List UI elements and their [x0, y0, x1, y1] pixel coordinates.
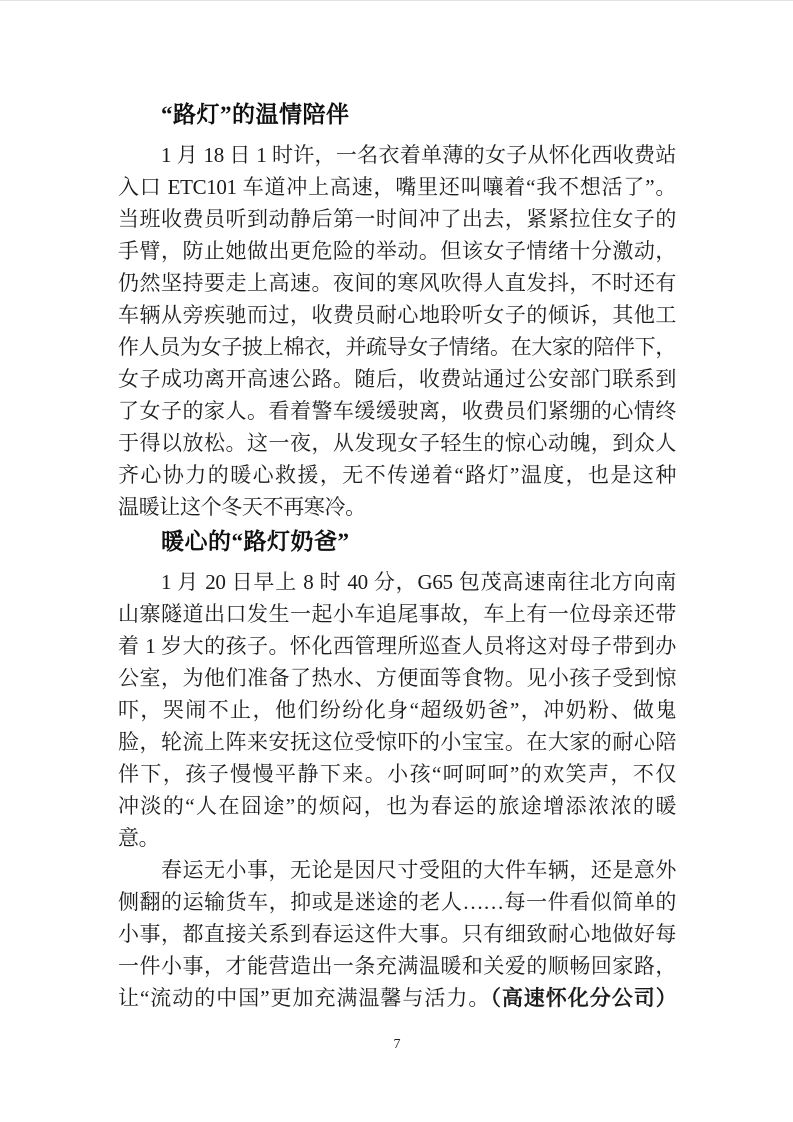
document-body — [118, 99, 676, 1014]
text-line: 当班收费员听到动静后第一时间冲了出去，紧紧拉住女子的 — [118, 207, 676, 231]
paragraph — [118, 854, 676, 1014]
text-line: 1 月 18 日 1 时许，一名衣着单薄的女子从怀化西收费站 — [161, 143, 676, 167]
text-line: 了女子的家人。看着警车缓缓驶离，收费员们紧绷的心情终 — [118, 399, 676, 423]
text-line: 齐心协力的暖心救援，无不传递着“路灯”温度，也是这种 — [118, 463, 676, 487]
text-line: 着 1 岁大的孩子。怀化西管理所巡查人员将这对母子带到办 — [118, 634, 676, 658]
paragraph — [118, 566, 676, 854]
text-line: 车辆从旁疾驰而过，收费员耐心地聆听女子的倾诉，其他工 — [118, 303, 676, 327]
text-line: 伴下，孩子慢慢平静下来。小孩“呵呵呵”的欢笑声，不仅 — [118, 762, 676, 786]
text-line: 春运无小事，无论是因尺寸受阻的大件车辆，还是意外 — [161, 858, 676, 882]
text-line: 小事，都直接关系到春运这件大事。只有细致耐心地做好每 — [118, 922, 676, 946]
text-line: 1 月 20 日早上 8 时 40 分，G65 包茂高速南往北方向南 — [161, 570, 676, 594]
section-heading: 暖心的“路灯奶爸” — [161, 529, 350, 554]
text-line: 于得以放松。这一夜，从发现女子轻生的惊心动魄，到众人 — [118, 431, 676, 455]
attribution: （高速怀化分公司） — [490, 986, 677, 1010]
text-line: 温暖让这个冬天不再寒冷。 — [118, 495, 366, 519]
text-line: 一件小事，才能营造出一条充满温暖和关爱的顺畅回家路， — [118, 954, 676, 978]
text-line: 公室，为他们准备了热水、方便面等食物。见小孩子受到惊 — [118, 666, 676, 690]
paragraph — [118, 139, 676, 523]
section-heading: “路灯”的温情陪伴 — [161, 102, 350, 127]
text-line: 侧翻的运输货车，抑或是迷途的老人……每一件看似简单的 — [118, 890, 676, 914]
text-line: 脸，轮流上阵来安抚这位受惊吓的小宝宝。在大家的耐心陪 — [118, 730, 676, 754]
text-line: 冲淡的“人在囧途”的烦闷，也为春运的旅途增添浓浓的暖 — [118, 794, 676, 818]
text-line: 仍然坚持要走上高速。夜间的寒风吹得人直发抖，不时还有 — [118, 271, 676, 295]
text-line: 入口 ETC101 车道冲上高速，嘴里还叫嚷着“我不想活了”。 — [118, 175, 676, 199]
text-line: 女子成功离开高速公路。随后，收费站通过公安部门联系到 — [118, 367, 676, 391]
text-line: 意。 — [118, 826, 160, 850]
text-line: 手臂，防止她做出更危险的举动。但该女子情绪十分激动， — [118, 239, 676, 263]
text-line: 山寨隧道出口发生一起小车追尾事故，车上有一位母亲还带 — [118, 602, 676, 626]
text-segment: 让“流动的中国”更加充满温馨与活力。 — [118, 986, 491, 1010]
page-number: 7 — [393, 1037, 401, 1052]
text-line: 吓，哭闹不止，他们纷纷化身“超级奶爸”，冲奶粉、做鬼 — [118, 698, 676, 722]
page-footer — [118, 1034, 676, 1056]
text-line: 作人员为女子披上棉衣，并疏导女子情绪。在大家的陪伴下， — [118, 335, 676, 359]
text-line — [118, 982, 676, 1014]
